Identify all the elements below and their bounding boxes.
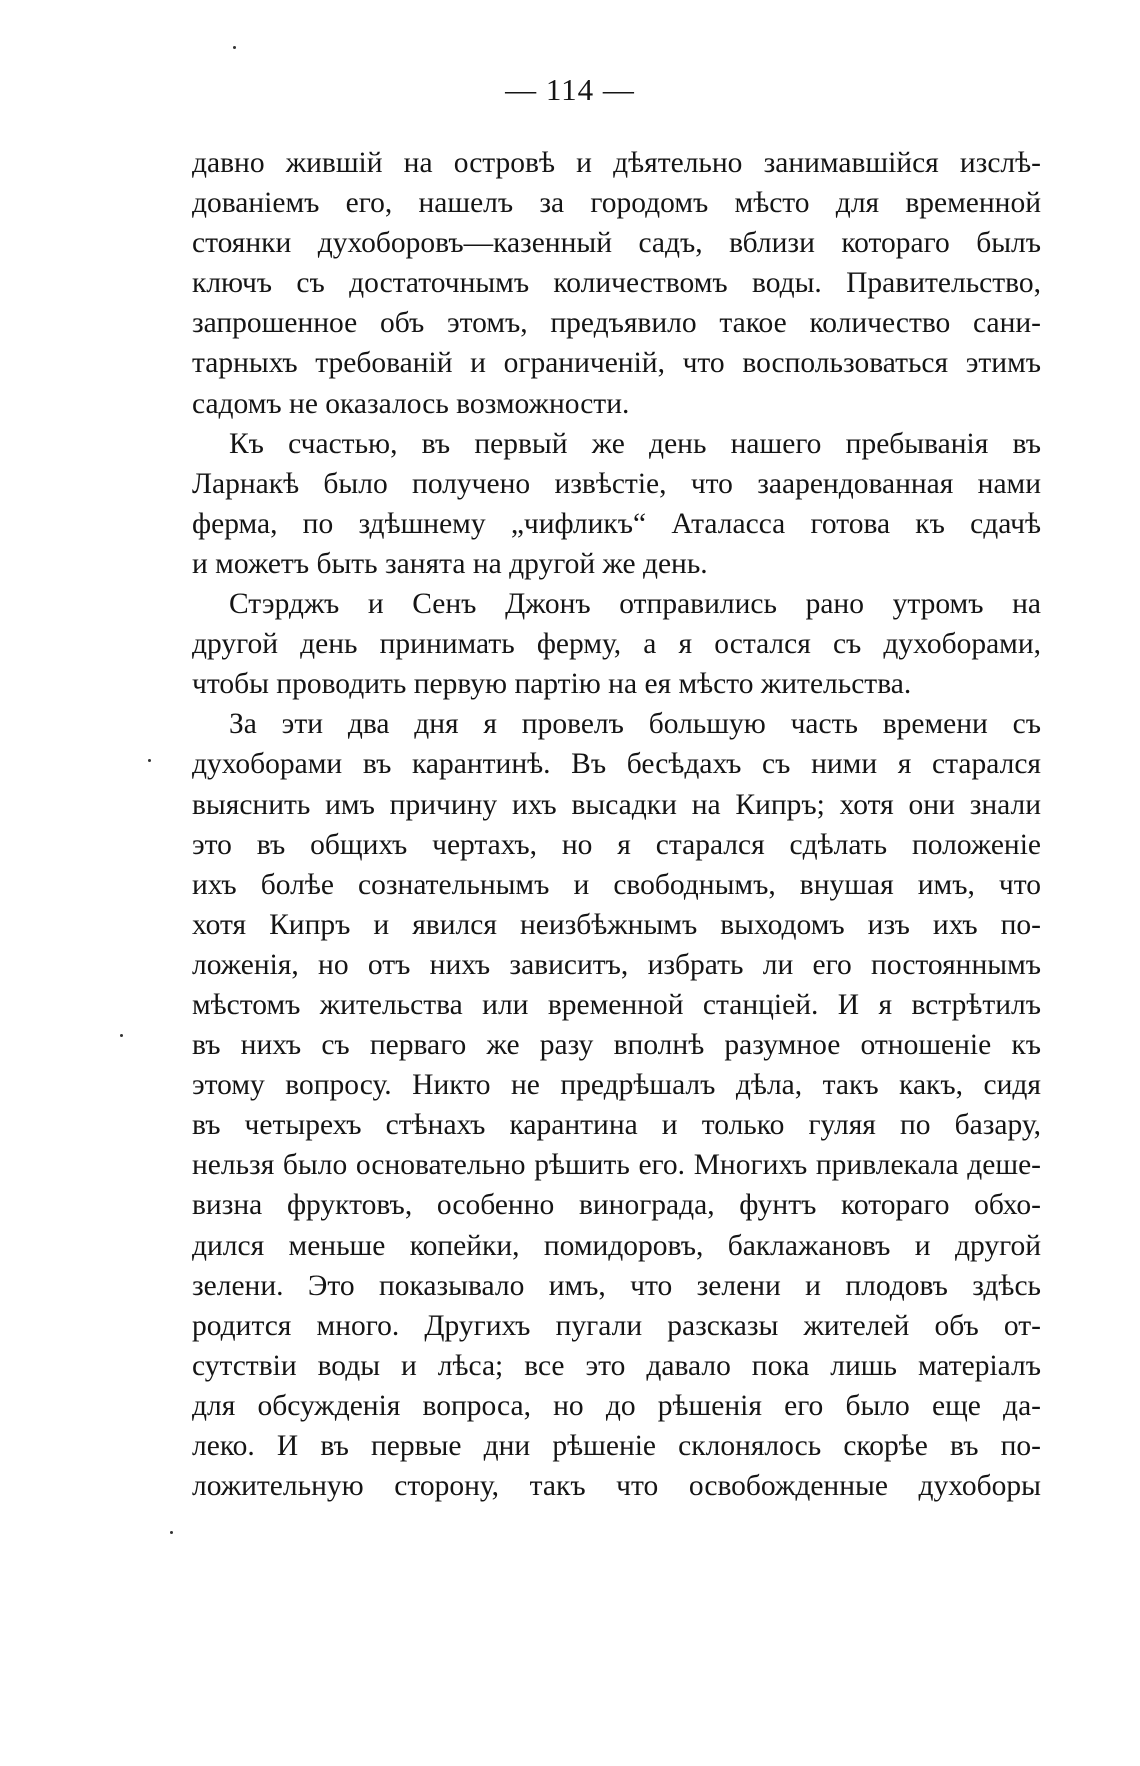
text-line: въ нихъ съ перваго же разу вполнѣ разумное отношеніе къ xyxy=(192,1029,1041,1062)
text-line: стоянки духоборовъ—казенный садъ, вблизи котораго былъ xyxy=(192,227,1041,260)
text-line: для обсужденія вопроса, но до рѣшенія его было еще да- xyxy=(192,1389,1041,1422)
text-line: и можетъ быть занята на другой же день. xyxy=(192,547,708,580)
text-line: чтобы проводить первую партію на ея мѣсто жительства. xyxy=(192,668,912,701)
text-line: сутствіи воды и лѣса; все это давало пока лишь матеріалъ xyxy=(192,1349,1041,1382)
text-line: Ларнакѣ было получено извѣстіе, что заарендованная нами xyxy=(192,467,1041,500)
text-line: визна фруктовъ, особенно винограда, фунтъ котораго обхо- xyxy=(192,1189,1041,1222)
paragraph xyxy=(192,424,1041,584)
text-line: дованіемъ его, нашелъ за городомъ мѣсто для временной xyxy=(192,187,1041,220)
page-number: — 114 — xyxy=(505,72,635,107)
text-line: другой день принимать ферму, а я остался съ духоборами, xyxy=(192,628,1041,661)
text-line: Къ счастью, въ первый же день нашего пребыванія въ xyxy=(229,427,1041,460)
text-line: давно жившій на островѣ и дѣятельно занимавшійся изслѣ- xyxy=(192,147,1041,179)
print-speck xyxy=(233,46,236,49)
text-line: этому вопросу. Никто не предрѣшалъ дѣла, такъ какъ, сидя xyxy=(192,1069,1041,1102)
text-line: тарныхъ требованій и ограниченій, что воспользоваться этимъ xyxy=(192,347,1041,380)
text-line: духоборами въ карантинѣ. Въ бесѣдахъ съ ними я старался xyxy=(192,748,1041,781)
text-line: выяснить имъ причину ихъ высадки на Кипръ; хотя они знали xyxy=(192,788,1041,821)
text-line: дился меньше копейки, помидоровъ, баклажановъ и другой xyxy=(192,1229,1041,1262)
text-line: ключъ съ достаточнымъ количествомъ воды. Правительство, xyxy=(192,267,1041,300)
text-line: ложенія, но отъ нихъ зависитъ, избрать ли его постояннымъ xyxy=(192,948,1041,981)
text-line: ихъ болѣе сознательнымъ и свободнымъ, внушая имъ, что xyxy=(192,868,1041,901)
text-line: запрошенное объ этомъ, предъявило такое количество сани- xyxy=(192,307,1041,340)
text-line: родится много. Другихъ пугали разсказы жителей объ от- xyxy=(192,1309,1041,1342)
text-line: садомъ не оказалось возможности. xyxy=(192,387,630,420)
text-line: мѣстомъ жительства или временной станціей. И я встрѣтилъ xyxy=(192,988,1041,1021)
paragraph xyxy=(192,584,1041,704)
body-text xyxy=(192,143,1041,1506)
text-line: нельзя было основательно рѣшить его. Многихъ привлекала деше- xyxy=(192,1149,1041,1182)
text-line: хотя Кипръ и явился неизбѣжнымъ выходомъ изъ ихъ по- xyxy=(192,908,1041,941)
print-speck xyxy=(170,1531,173,1534)
print-speck xyxy=(120,1034,123,1037)
paragraph xyxy=(192,143,1041,424)
paragraph xyxy=(192,704,1041,1506)
text-line: зелени. Это показывало имъ, что зелени и плодовъ здѣсь xyxy=(192,1269,1041,1302)
text-line: За эти два дня я провелъ большую часть времени съ xyxy=(229,708,1041,741)
print-speck xyxy=(148,759,151,762)
text-line: въ четырехъ стѣнахъ карантина и только гуляя по базару, xyxy=(192,1109,1041,1142)
text-line: ферма, по здѣшнему „чифликъ“ Аталасса готова къ сдачѣ xyxy=(192,507,1041,540)
text-line: леко. И въ первые дни рѣшеніе склонялось скорѣе въ по- xyxy=(192,1430,1041,1462)
text-line: ложительную сторону, такъ что освобожденные духоборы xyxy=(192,1470,1041,1503)
text-line: Стэрджъ и Сенъ Джонъ отправились рано утромъ на xyxy=(229,588,1041,621)
text-line: это въ общихъ чертахъ, но я старался сдѣлать положеніе xyxy=(192,828,1041,861)
